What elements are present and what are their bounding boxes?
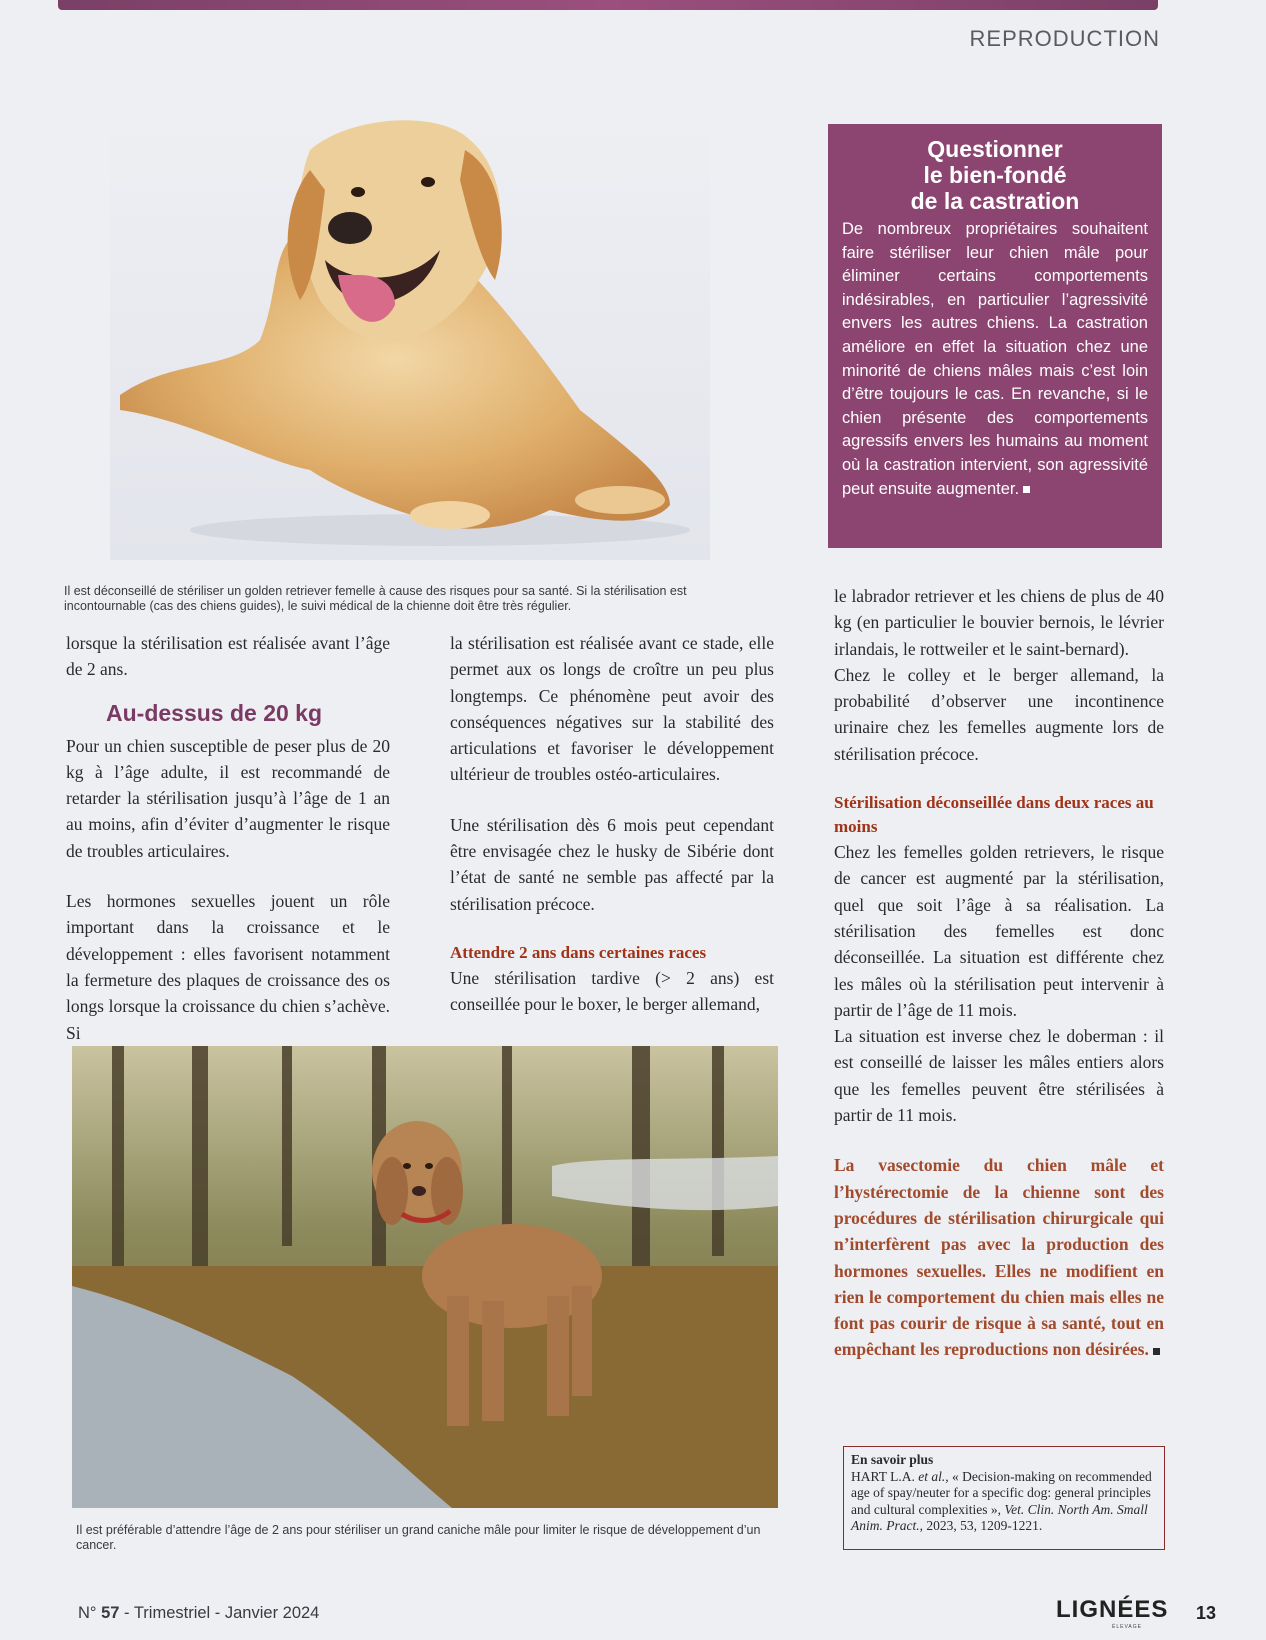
further-reading-box [843, 1446, 1165, 1550]
issue-number: 57 [101, 1604, 120, 1622]
golden-retriever-photo [110, 110, 710, 560]
paragraph: Une stérilisation tardive (> 2 ans) est conseillée pour le boxer, le berger allemand, [450, 967, 774, 1015]
column-1 [66, 630, 390, 1046]
top-color-bar [58, 0, 1158, 10]
citation-authors: HART L.A. [851, 1468, 919, 1484]
citation-title: , « Decision-making on recommended age of spay/neuter for a specific dog: general principles and cultural complexities », [851, 1468, 1152, 1517]
paragraph: la stérilisation est réalisée avant ce stade, elle permet aux os longs de croître un peu plus longtemps. Ce phénomène peut avoir des conséquences négatives sur la stabilité des articulations et favoriser le développement ultérieur de troubles ostéo-articulaires. [450, 633, 774, 785]
citation-details: , 2023, 53, 1209-1221. [919, 1518, 1043, 1534]
box-title-line: de la castration [910, 188, 1080, 214]
magazine-logo: LIGNÉES [1056, 1596, 1169, 1623]
subsection-heading: Stérilisation déconseillée dans deux races au moins [834, 793, 1154, 837]
end-of-article-mark [1153, 1348, 1160, 1355]
paragraph: Chez le colley et le berger allemand, la probabilité d’observer une incontinence urinaire chez les femelles augmente lors de stérilisation précoce. [834, 664, 1164, 764]
paragraph: Une stérilisation dès 6 mois peut cependant être envisagée chez le husky de Sibérie dont l’état de santé ne semble pas affecté par la stérilisation précoce. [450, 814, 774, 914]
page-number: 13 [1196, 1603, 1217, 1623]
reference-citation [851, 1469, 1157, 1535]
column-3 [834, 583, 1164, 1363]
subsection-heading: Attendre 2 ans dans certaines races [450, 942, 707, 962]
issue-prefix: N° [78, 1604, 102, 1622]
sidebar-box-title [842, 136, 1148, 214]
box-title-line: le bien-fondé [923, 162, 1067, 188]
sidebar-box [828, 124, 1162, 548]
paragraph: La situation est inverse chez le doberman : il est conseillé de laisser les mâles entiers alors que les femelles peuvent être stérilisées à partir de 11 mois. [834, 1026, 1164, 1126]
further-reading-heading: En savoir plus [851, 1452, 934, 1467]
paragraph: Chez les femelles golden retrievers, le risque de cancer est augmenté par la stérilisation, quel que soit l’âge à sa réalisation. La stérilisation des femelles est donc déconseillée. La situation est différente chez les mâles où la stérilisation peut intervenir à partir de l’âge de 11 mois. [834, 842, 1164, 1020]
issue-info [78, 1604, 319, 1623]
highlight-callout [834, 1152, 1164, 1362]
column-2 [450, 630, 774, 1018]
poodle-photo-caption: Il est préférable d’attendre l’âge de 2 ans pour stériliser un grand caniche mâle pour limiter le risque de développement d’un cancer. [76, 1523, 761, 1552]
callout-text: La vasectomie du chien mâle et l’hystérectomie de la chienne sont des procédures de stérilisation chirurgicale qui n’interfèrent pas avec la production des hormones sexuelles. Elles ne modifient en rien le comportement du chien mais elles ne font pas courir de risque à sa santé, tout en empêchant les reproductions non désirées. [834, 1155, 1164, 1360]
sidebar-box-text [842, 218, 1148, 501]
section-heading: Au-dessus de 20 kg [106, 699, 323, 726]
box-title-line: Questionner [927, 136, 1063, 162]
citation-journal: Vet. Clin. North Am. Small Anim. Pract. [851, 1501, 1148, 1534]
paragraph: lorsque la stérilisation est réalisée avant l’âge de 2 ans. [66, 633, 390, 680]
section-label: REPRODUCTION [969, 26, 1160, 51]
issue-date: - Trimestriel - Janvier 2024 [119, 1604, 320, 1622]
poodle-photo [72, 1046, 778, 1508]
citation-etal: et al. [918, 1468, 946, 1484]
end-of-article-mark [1023, 486, 1030, 493]
golden-photo-caption: Il est déconseillé de stériliser un golden retriever femelle à cause des risques pour sa santé. Si la stérilisation est incontournable (cas des chiens guides), le suivi médical de la chienne doit être très régulier. [64, 584, 687, 613]
paragraph: le labrador retriever et les chiens de plus de 40 kg (en particulier le bouvier bernois, le lévrier irlandais, le rottweiler et le saint-bernard). [834, 586, 1164, 659]
sidebar-box-body: De nombreux propriétaires souhaitent faire stériliser leur chien mâle pour éliminer certains comportements indésirables, en particulier l’agressivité envers les autres chiens. La castration améliore en effet la situation chez une minorité de chiens mâles mais c’est loin d’être toujours le cas. En revanche, si le chien présente des comportements agressifs envers les humains au moment où la castration intervient, son agressivité peut ensuite augmenter. [842, 220, 1148, 498]
magazine-logo-subtitle: ÉLEVAGE [1112, 1624, 1142, 1630]
paragraph: Pour un chien susceptible de peser plus de 20 kg à l’âge adulte, il est recommandé de retarder la stérilisation jusqu’à l’âge de 1 an au moins, afin d’éviter d’augmenter le risque de troubles articulaires. [66, 735, 390, 861]
paragraph: Les hormones sexuelles jouent un rôle important dans la croissance et le développement : elles favorisent notamment la fermeture des plaques de croissance des os longs lorsque la croissance du chien s’achève. Si [66, 891, 390, 1043]
